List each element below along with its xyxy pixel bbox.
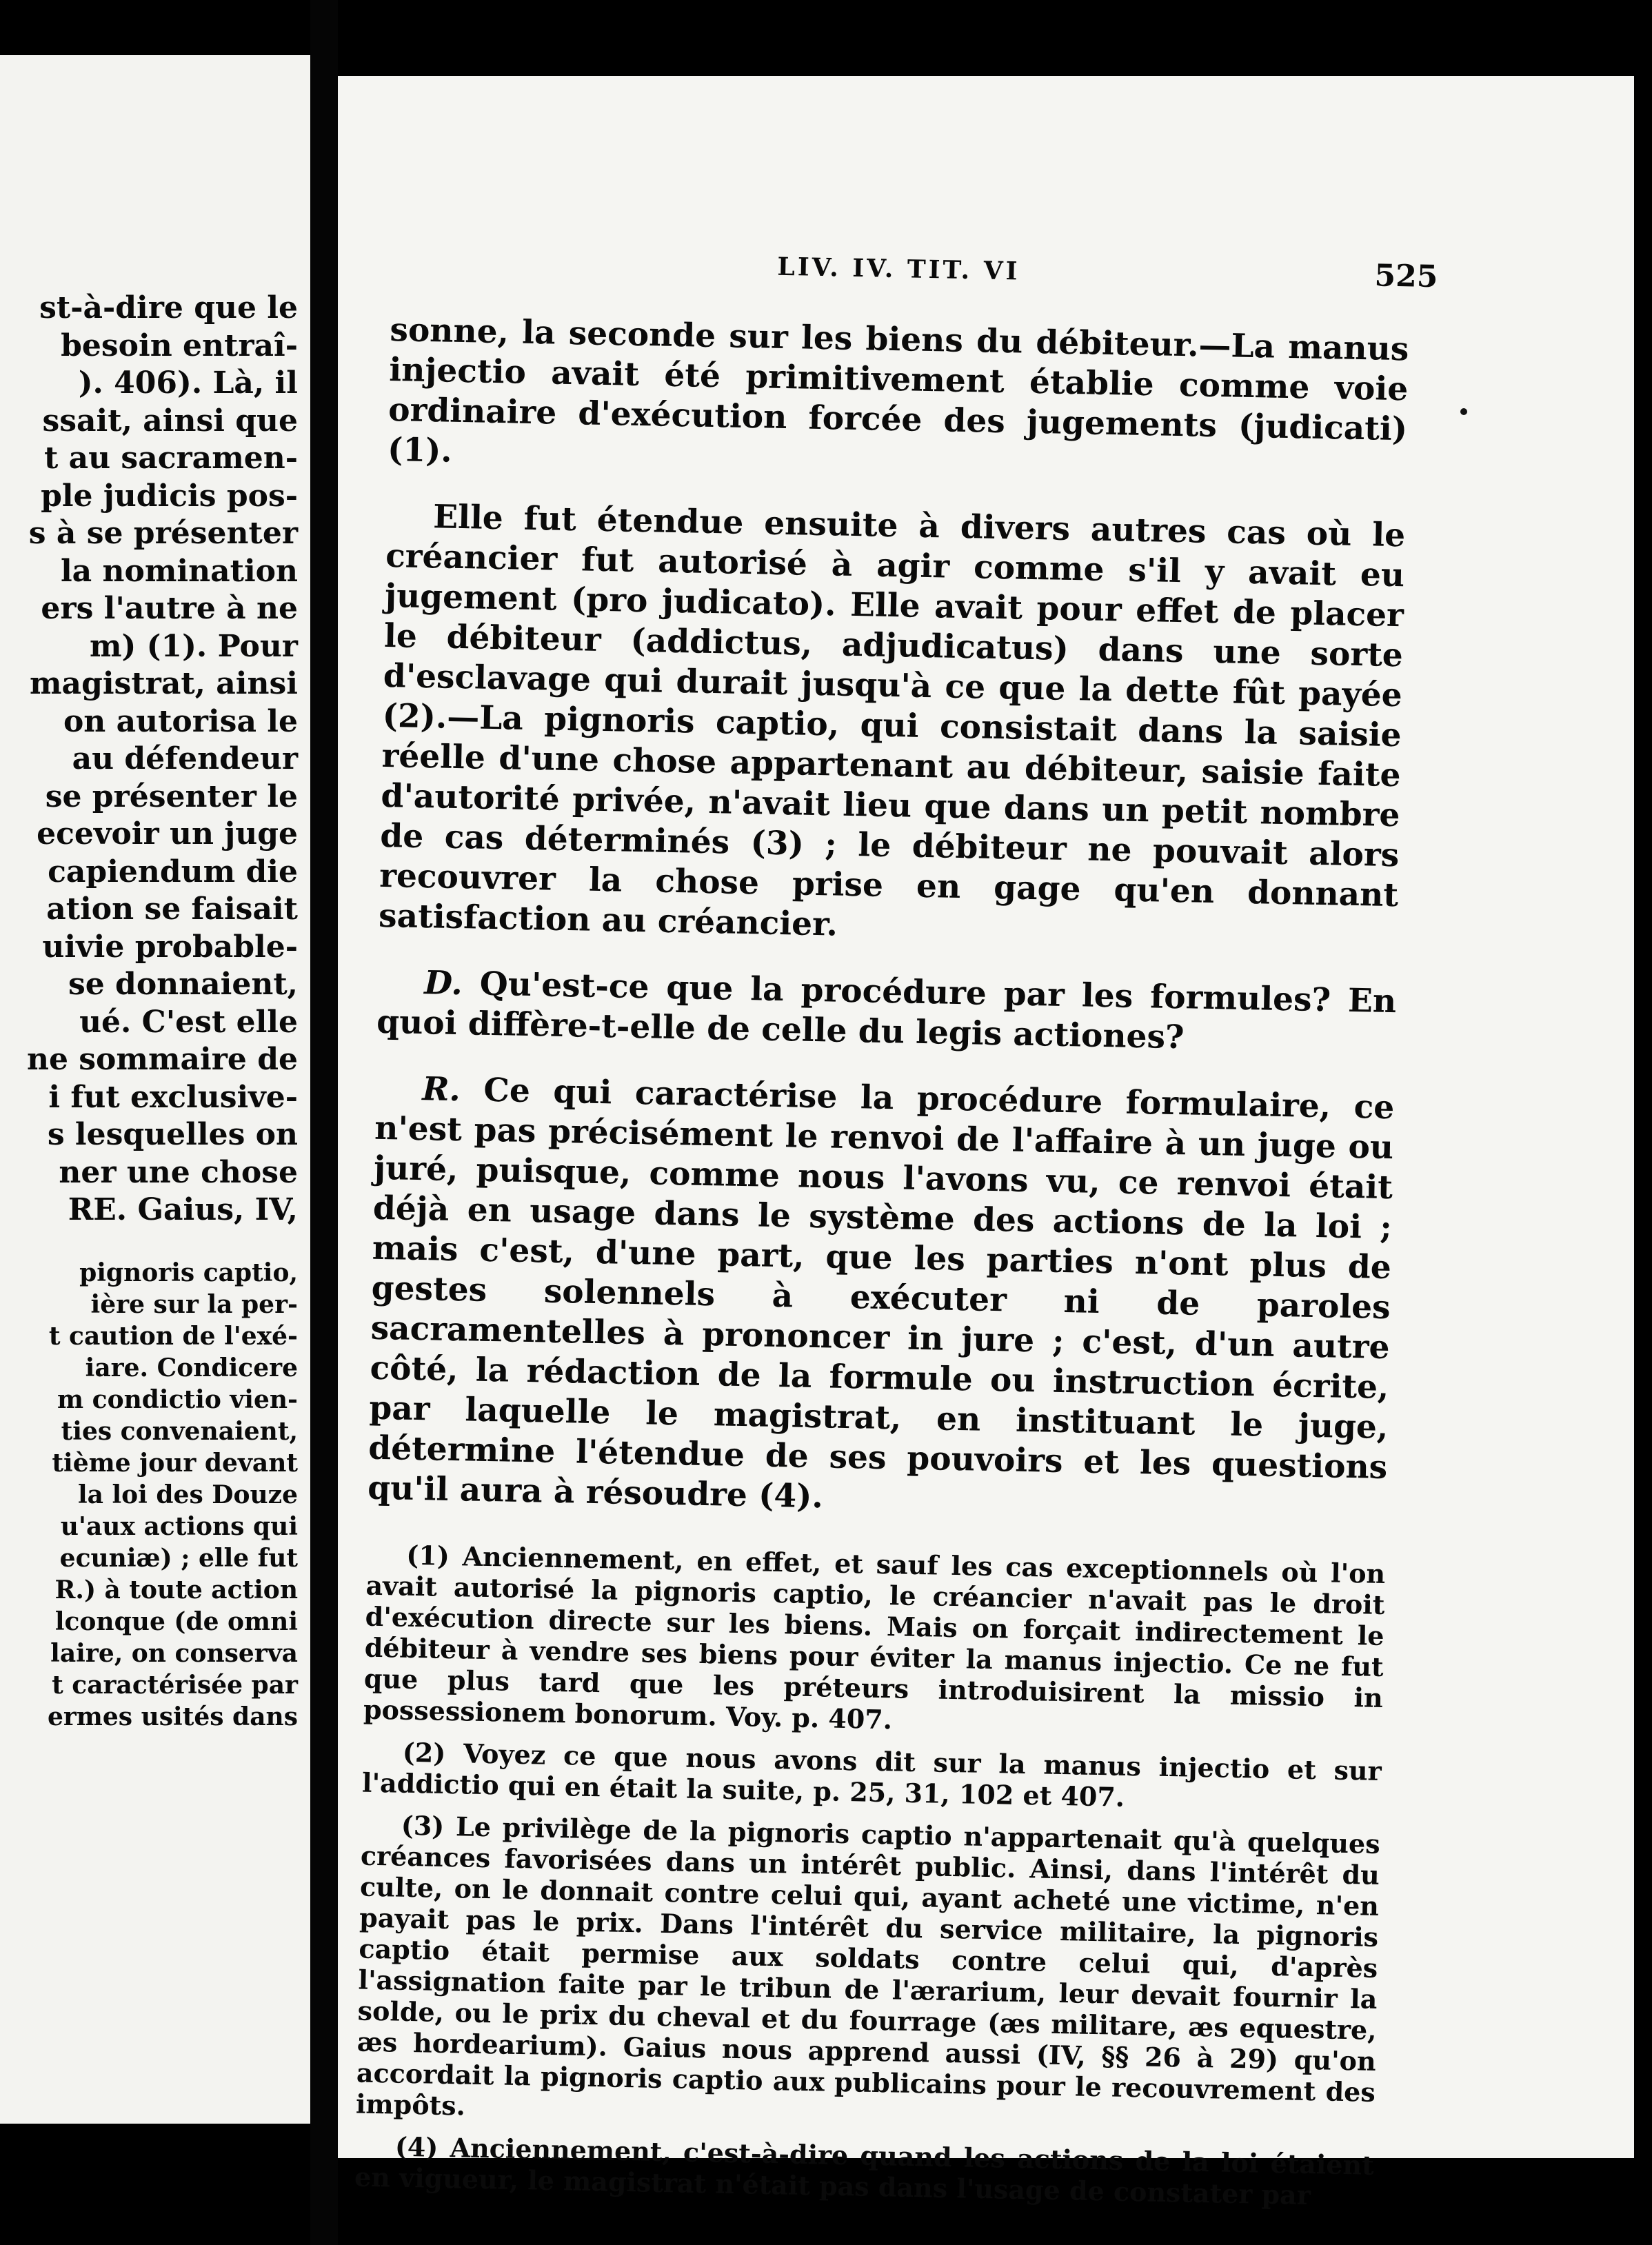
left-page-line: besoin entraî- — [61, 328, 298, 363]
left-page-note-line: ecuniæ) ; elle fut — [59, 1543, 298, 1573]
left-page-note-line: u'aux actions qui — [60, 1511, 298, 1541]
left-page-line: uivie probable- — [42, 929, 298, 965]
left-page-note-line: t caution de l'exé- — [48, 1321, 298, 1351]
left-page-note-line: t caractérisée par — [52, 1670, 298, 1700]
footnote-1: (1) Anciennement, en effet, et sauf les cas exceptionnels où l'on avait autorisé la pignoris captio, le créancier n'avait pas le droit d'exécution directe sur les biens. Mais on forçait indirectement le débiteur à vendre ses biens pour éviter la manus injectio. Ce ne fut que plus tard que les préteurs introduisirent la missio in possessionem bonorum. Voy. p. 407. — [363, 1539, 1386, 1735]
left-page-line: ne sommaire de — [26, 1042, 298, 1077]
left-page-line: la nomination — [60, 553, 298, 589]
left-page-line: on autorisa le — [63, 703, 298, 739]
answer-label: R. — [421, 1070, 461, 1109]
left-page-note-line: R.) à toute action — [54, 1575, 298, 1604]
left-page-line: ple judicis pos- — [41, 478, 298, 514]
book-gutter — [310, 0, 338, 2245]
left-page-line: se donnaient, — [68, 967, 298, 1002]
left-page-note-line: la loi des Douze — [77, 1480, 298, 1509]
answer-text: Ce qui caractérise la procédure formulaire, ce n'est pas précisément le renvoi de l'affaire à un juge ou juré, puisque, comme nous l'avons vu, ce renvoi était déjà en usage dans le système des actions de la loi ; mais c'est, d'une part, que les parties n'ont plus de gestes solennels à exécuter ni de paroles sacramentelles à prononcer in jure ; c'est, d'un autre côté, la rédaction de la formule ou instruction écrite, par laquelle le magistrat, en instituant le juge, détermine l'étendue de ses pouvoirs et les questions qu'il aura à résoudre (4). — [367, 1071, 1395, 1516]
left-page-notes — [0, 1257, 298, 1733]
question-label: D. — [423, 964, 463, 1003]
answer-paragraph — [367, 1069, 1395, 1528]
main-page — [338, 76, 1634, 2211]
paragraph-2: Elle fut étendue ensuite à divers autres cas où le créancier fut autorisé à agir comme s'il y avait eu jugement (pro judicato). Elle avait pour effet de placer le débiteur (addictus, adjudicatus) dans une sorte d'esclavage qui durait jusqu'à ce que la dette fût payée (2).—La pignoris captio, qui consistait dans la saisie réelle d'une chose appartenant au débiteur, saisie faite d'autorité privée, n'avait lieu que dans un petit nombre de cas déterminés (3) ; le débiteur ne pouvait alors recouvrer la chose prise en gage qu'en donnant satisfaction au créancier. — [378, 498, 1406, 944]
left-page-line: i fut exclusive- — [48, 1079, 298, 1115]
page-body — [354, 241, 1410, 2223]
left-page-line: s à se présenter — [28, 516, 298, 551]
running-title: LIV. IV. TIT. VI — [777, 252, 1020, 286]
left-page-line: ation se faisait — [46, 892, 298, 927]
footnote-4: (4) Anciennement, c'est-à-dire quand les actions de la loi étaient en vigueur, le magistrat n'était pas dans l'usage de constater par — [354, 2131, 1375, 2211]
left-page-line: ). 406). Là, il — [78, 365, 298, 401]
footnotes — [354, 1539, 1386, 2212]
left-page-line: magistrat, ainsi — [30, 666, 298, 701]
left-page-line: RE. Gaius, IV, — [68, 1192, 298, 1227]
left-page-line: capiendum die — [48, 854, 298, 889]
left-facing-page — [0, 55, 310, 2124]
left-page-line: au défendeur — [72, 741, 298, 776]
footnote-2: (2) Voyez ce que nous avons dit sur la manus injectio et sur l'addictio qui en était la suite, p. 25, 31, 102 et 407. — [361, 1736, 1382, 1813]
left-page-note-line: ermes usités dans — [47, 1702, 298, 1731]
left-page-note-line: pignoris captio, — [79, 1258, 298, 1287]
question-text: Qu'est-ce que la procédure par les formules? En quoi diffère-t-elle de celle du legis actiones? — [376, 965, 1397, 1057]
left-page-line: ecevoir un juge — [37, 816, 298, 852]
page-number: 525 — [1374, 258, 1438, 295]
left-page-line: ner une chose — [59, 1154, 298, 1190]
left-page-line: ssait, ainsi que — [42, 403, 298, 439]
left-page-line: t au sacramen- — [43, 441, 298, 476]
left-page-line: ué. C'est elle — [79, 1004, 298, 1040]
paragraph-1: sonne, la seconde sur les biens du débiteur.—La manus injectio avait été primitivement établie comme voie ordinaire d'exécution forcée des jugements (judicati) (1). — [387, 310, 1409, 470]
left-page-note-line: iare. Condicere — [85, 1353, 298, 1382]
left-page-note-line: m condictio vien- — [57, 1385, 298, 1414]
left-page-note-line: ties convenaient, — [61, 1416, 298, 1446]
left-page-note-line: laire, on conserva — [50, 1638, 298, 1668]
left-page-note-line: tième jour devant — [52, 1448, 298, 1478]
left-page-line: s lesquelles on — [47, 1117, 298, 1152]
left-page-line: st-à-dire que le — [39, 290, 298, 325]
left-page-note-line: lconque (de omni — [54, 1607, 298, 1636]
left-page-line: ers l'autre à ne — [41, 591, 298, 626]
left-page-text — [0, 290, 298, 1733]
footnote-3: (3) Le privilège de la pignoris captio n'appartenait qu'à quelques créances favorisées dans un intérêt public. Ainsi, dans l'intérêt du culte, on le donnait contre celui qui, ayant acheté une victime, n'en payait pas le prix. Dans l'intérêt du service militaire, la pignoris captio était permise aux soldats contre celui qui, d'après l'assignation faite par le tribun de l'ærarium, leur devait fournir la solde, ou le prix du cheval et du fourrage (æs militare, æs equestre, æs hordearium). Gaius nous apprend aussi (IV, §§ 26 à 29) qu'on accordait la pignoris captio aux publicains pour le recouvrement des impôts. — [355, 1809, 1381, 2122]
left-page-note-line: ière sur la per- — [90, 1289, 298, 1319]
left-page-line: se présenter le — [45, 778, 298, 814]
left-page-line: m) (1). Pour — [89, 628, 298, 664]
speck-mark — [1460, 408, 1467, 415]
